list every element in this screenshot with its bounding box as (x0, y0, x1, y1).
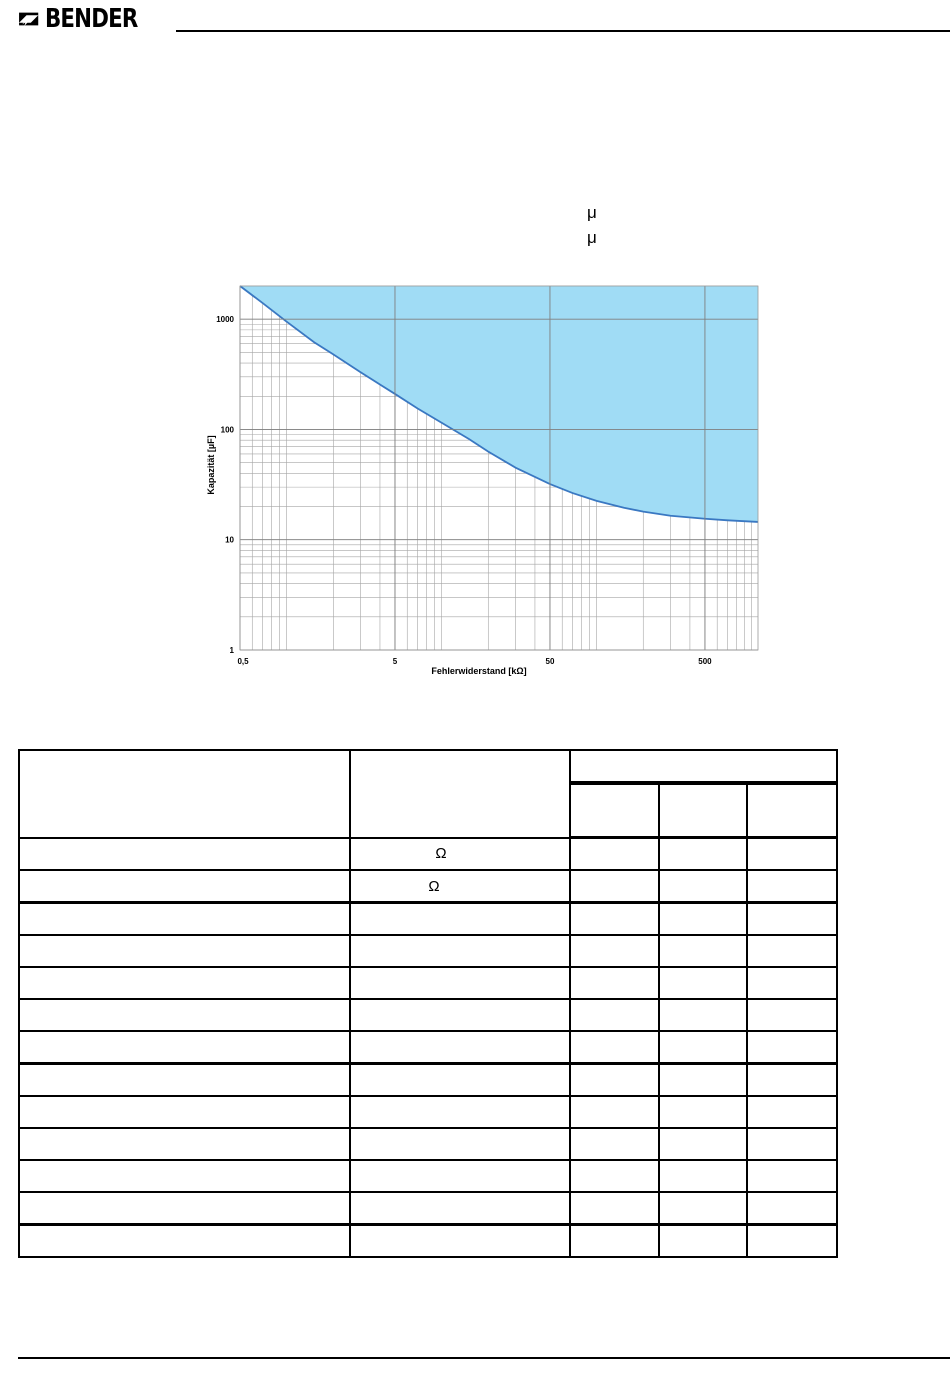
brand-name: BENDER (45, 4, 138, 34)
table-cell (350, 1225, 570, 1258)
y-tick-label: 100 (220, 425, 234, 435)
table-cell (747, 1128, 837, 1160)
table-header-cell (570, 783, 659, 838)
table-cell (659, 1160, 747, 1192)
table-cell (747, 1096, 837, 1128)
table-cell (659, 1128, 747, 1160)
data-table (18, 749, 838, 1258)
table-cell (350, 903, 570, 936)
table-cell (350, 935, 570, 967)
y-tick-label: 1 (229, 646, 234, 655)
table-header-cell (19, 750, 350, 838)
table-cell (19, 1031, 350, 1064)
table-header-row (19, 750, 837, 783)
table-cell (19, 1064, 350, 1097)
table-cell (350, 1064, 570, 1097)
table-cell (659, 903, 747, 936)
table-cell (570, 838, 659, 871)
table-cell (19, 1128, 350, 1160)
x-tick-label: 500 (698, 657, 712, 666)
table-cell (19, 1160, 350, 1192)
mu-symbol: μ (587, 203, 597, 222)
table-cell (659, 1064, 747, 1097)
table-row (19, 838, 837, 871)
x-tick-label: 50 (545, 657, 555, 666)
table-cell (747, 967, 837, 999)
bender-lightning-logo-icon (18, 5, 39, 33)
table-row (19, 967, 837, 999)
table-cell (19, 967, 350, 999)
table-row (19, 1225, 837, 1258)
table-row (19, 999, 837, 1031)
table-cell (19, 935, 350, 967)
table-cell (19, 870, 350, 903)
table-cell (350, 1096, 570, 1128)
x-tick-label: 0,5 (237, 657, 249, 666)
table-cell (570, 1160, 659, 1192)
table-row (19, 1128, 837, 1160)
table-header-cell (659, 783, 747, 838)
table-cell (350, 1160, 570, 1192)
table-cell (747, 870, 837, 903)
table-cell (570, 1128, 659, 1160)
table-header-cell (747, 783, 837, 838)
table-header-group (570, 750, 837, 783)
table-cell (659, 967, 747, 999)
table-row (19, 1096, 837, 1128)
ohm-symbol: Ω (435, 845, 447, 863)
bender-logo (18, 4, 158, 34)
header-rule (176, 30, 950, 32)
table-cell (570, 967, 659, 999)
table-row (19, 1192, 837, 1225)
table-cell (350, 870, 570, 903)
table-row (19, 903, 837, 936)
y-tick-label: 1000 (216, 315, 234, 325)
table-cell (659, 1225, 747, 1258)
table-cell (747, 1064, 837, 1097)
footer-rule (18, 1357, 950, 1359)
ohm-symbol: Ω (428, 877, 440, 895)
table-cell (570, 1031, 659, 1064)
chart-marks (240, 286, 758, 522)
table-cell (19, 1192, 350, 1225)
table-row (19, 1160, 837, 1192)
table-cell (659, 1031, 747, 1064)
capacitance-resistance-chart (190, 270, 770, 680)
table-row (19, 1031, 837, 1064)
table-cell (747, 838, 837, 871)
table-cell (747, 903, 837, 936)
table-row (19, 935, 837, 967)
x-tick-label: 5 (392, 657, 398, 666)
table-cell (570, 1192, 659, 1225)
table-cell (19, 1225, 350, 1258)
table-cell (659, 999, 747, 1031)
table-cell (350, 1128, 570, 1160)
mu-symbol: μ (587, 228, 597, 247)
table-cell (747, 1160, 837, 1192)
table-row (19, 870, 837, 903)
table-cell (659, 870, 747, 903)
table-cell (570, 870, 659, 903)
table-row (19, 1064, 837, 1097)
table-cell (570, 999, 659, 1031)
table-cell (19, 903, 350, 936)
table-cell (570, 903, 659, 936)
table-cell (19, 1096, 350, 1128)
table-cell (350, 1192, 570, 1225)
x-axis-label: Fehlerwiderstand [kΩ] (431, 666, 527, 676)
table-cell (570, 935, 659, 967)
shaded-area (240, 286, 758, 522)
table-cell (350, 999, 570, 1031)
table-cell (350, 967, 570, 999)
table-cell (570, 1225, 659, 1258)
table-cell (747, 1225, 837, 1258)
table-cell (659, 1096, 747, 1128)
table-cell (659, 1192, 747, 1225)
table-cell (19, 838, 350, 871)
table-cell (570, 1096, 659, 1128)
table-cell (350, 1031, 570, 1064)
table-cell (659, 935, 747, 967)
table-cell (659, 838, 747, 871)
table-cell (747, 1031, 837, 1064)
table-cell (570, 1064, 659, 1097)
table-cell (19, 999, 350, 1031)
table-cell (747, 935, 837, 967)
table-cell (350, 838, 570, 871)
y-tick-label: 10 (225, 535, 234, 545)
table-header-cell (350, 750, 570, 838)
table-cell (747, 999, 837, 1031)
y-axis-label: Kapazität [µF] (206, 435, 216, 495)
table-cell (747, 1192, 837, 1225)
